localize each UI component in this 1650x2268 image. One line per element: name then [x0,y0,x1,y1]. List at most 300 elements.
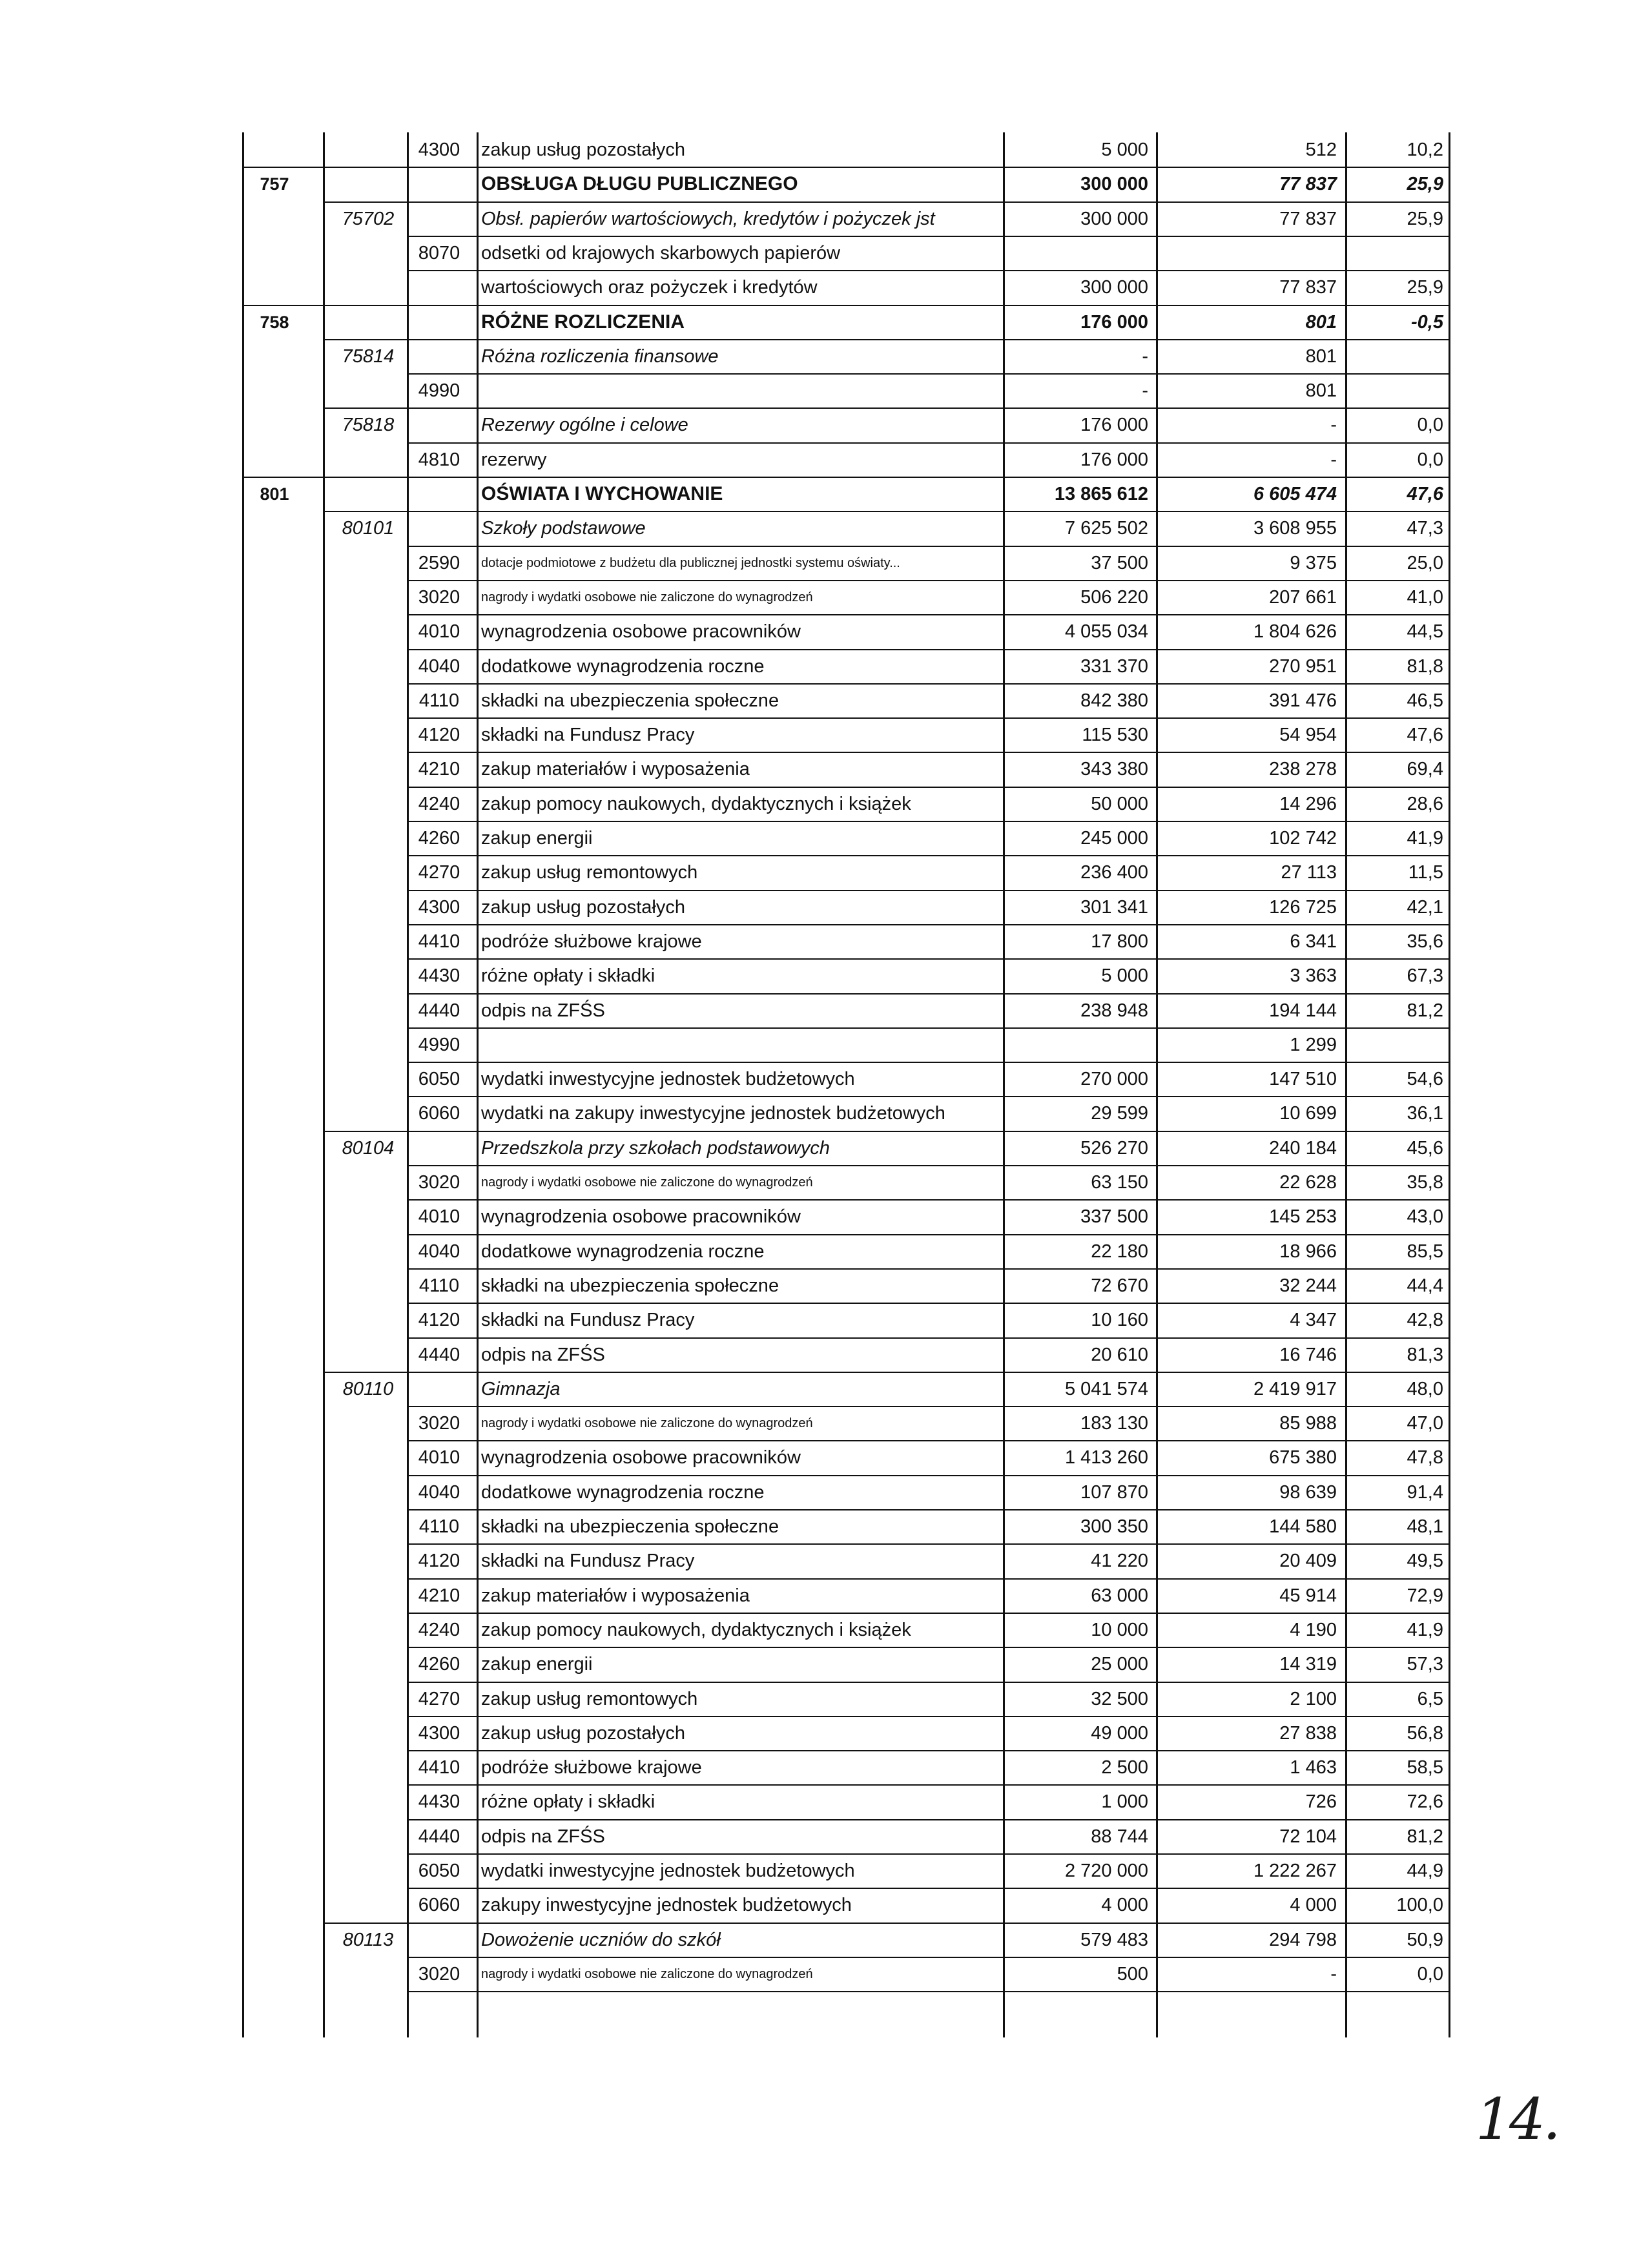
row-divider [407,1199,1449,1201]
cell-percent: 35,6 [1407,931,1443,952]
row-divider [323,1923,1449,1924]
cell-paragraf: 4260 [418,828,460,849]
cell-name: dotacje podmiotowe z budżetu dla publicznej jednostki systemu oświaty... [481,556,900,570]
cell-wykonanie: 238 278 [1269,759,1337,779]
cell-name: podróże służbowe krajowe [481,931,702,952]
cell-rozdzial: 75814 [342,346,395,367]
cell-name: dodatkowe wynagrodzenia roczne [481,1241,765,1262]
cell-percent: 50,9 [1407,1930,1443,1950]
cell-plan: 10 160 [1091,1310,1148,1330]
cell-paragraf: 4300 [418,139,460,160]
cell-plan: 526 270 [1080,1138,1148,1159]
cell-wykonanie: 77 837 [1279,174,1337,194]
row-divider [323,1372,1449,1373]
cell-wykonanie: 726 [1305,1791,1337,1812]
cell-percent: 81,3 [1407,1345,1443,1365]
cell-percent: 41,9 [1407,1620,1443,1640]
column-divider-name [1003,132,1005,2037]
cell-plan: 5 000 [1101,965,1148,986]
cell-name: Różna rozliczenia finansowe [481,346,719,367]
cell-paragraf: 3020 [418,1413,460,1434]
cell-percent: 47,6 [1407,725,1443,745]
cell-name: odsetki od krajowych skarbowych papierów [481,243,841,263]
row-divider [323,407,1449,409]
cell-name: zakup pomocy naukowych, dydaktycznych i książek [481,794,911,814]
cell-paragraf: 6050 [418,1861,460,1881]
cell-plan: 20 610 [1091,1345,1148,1365]
column-divider-wyk [1345,132,1347,2037]
cell-wykonanie: 1 804 626 [1253,621,1337,642]
row-divider [407,821,1449,822]
cell-plan: 300 350 [1080,1516,1148,1537]
cell-wykonanie: 32 244 [1279,1275,1337,1296]
row-divider [407,1268,1449,1270]
cell-plan: 13 865 612 [1054,484,1148,504]
cell-wykonanie: 270 951 [1269,656,1337,677]
cell-plan: 300 000 [1080,277,1148,298]
cell-paragraf: 4440 [418,1345,460,1365]
row-divider [407,1716,1449,1717]
cell-plan: 63 150 [1091,1172,1148,1193]
cell-wykonanie: 240 184 [1269,1138,1337,1159]
cell-paragraf: 4440 [418,1826,460,1847]
cell-paragraf: 4260 [418,1654,460,1675]
row-divider [407,993,1449,995]
row-divider [323,339,1449,340]
cell-percent: 54,6 [1407,1069,1443,1089]
row-divider [407,1406,1449,1407]
cell-wykonanie: 14 296 [1279,794,1337,814]
cell-plan: 115 530 [1082,725,1148,745]
cell-wykonanie: 27 113 [1281,862,1337,883]
row-divider [407,270,1449,271]
row-divider [407,580,1449,581]
row-divider [407,1303,1449,1304]
cell-percent: 58,5 [1407,1757,1443,1778]
row-divider [407,1337,1449,1339]
cell-percent: 41,0 [1407,587,1443,608]
cell-name: składki na Fundusz Pracy [481,1551,695,1571]
cell-wykonanie: 10 699 [1279,1103,1337,1124]
cell-wykonanie: 9 375 [1290,553,1337,573]
row-divider [407,1543,1449,1545]
cell-paragraf: 8070 [418,243,460,263]
row-divider [407,373,1449,375]
cell-rozdzial: 80110 [342,1379,394,1399]
cell-percent: 49,5 [1407,1551,1443,1571]
cell-percent: 85,5 [1407,1241,1443,1262]
cell-plan: 17 800 [1091,931,1148,952]
cell-percent: 44,4 [1407,1275,1443,1296]
cell-wykonanie: 145 253 [1269,1206,1337,1227]
row-divider [242,167,1449,168]
cell-name: zakup usług pozostałych [481,897,685,918]
row-divider [323,201,1449,203]
cell-wykonanie: 18 966 [1279,1241,1337,1262]
cell-paragraf: 4810 [418,449,460,470]
cell-wykonanie: 2 419 917 [1253,1379,1337,1399]
cell-paragraf: 4270 [418,862,460,883]
cell-percent: 28,6 [1407,794,1443,814]
cell-wykonanie: 147 510 [1269,1069,1337,1089]
cell-plan: - [1142,346,1148,367]
cell-wykonanie: - [1330,415,1337,435]
cell-wykonanie: 144 580 [1269,1516,1337,1537]
cell-wykonanie: 45 914 [1279,1585,1337,1606]
cell-plan: 10 000 [1091,1620,1148,1640]
cell-paragraf: 4430 [418,1791,460,1812]
cell-paragraf: 4010 [418,1206,460,1227]
cell-plan: 337 500 [1080,1206,1148,1227]
cell-wykonanie: 14 319 [1279,1654,1337,1675]
cell-percent: 0,0 [1417,415,1443,435]
cell-name: zakup usług remontowych [481,862,698,883]
cell-name: nagrody i wydatki osobowe nie zaliczone do wynagrodzeń [481,1175,813,1190]
cell-plan: 49 000 [1091,1723,1148,1744]
column-divider-plan [1156,132,1158,2037]
cell-wykonanie: 77 837 [1279,277,1337,298]
cell-paragraf: 4440 [418,1000,460,1021]
cell-name: zakup pomocy naukowych, dydaktycznych i książek [481,1620,911,1640]
column-divider-par [477,132,479,2037]
cell-percent: 48,1 [1407,1516,1443,1537]
row-divider [323,511,1449,512]
cell-wykonanie: 6 605 474 [1253,484,1337,504]
cell-percent: 57,3 [1407,1654,1443,1675]
cell-name: zakup materiałów i wyposażenia [481,759,750,779]
row-divider [407,1062,1449,1063]
cell-name: różne opłaty i składki [481,965,655,986]
cell-plan: 238 948 [1080,1000,1148,1021]
cell-name: składki na Fundusz Pracy [481,725,695,745]
cell-wykonanie: 3 363 [1290,965,1337,986]
cell-percent: 6,5 [1417,1689,1443,1709]
cell-name: wartościowych oraz pożyczek i kredytów [481,277,818,298]
cell-paragraf: 4040 [418,1241,460,1262]
cell-paragraf: 4110 [418,1275,460,1296]
row-divider [407,1888,1449,1889]
cell-plan: 4 000 [1101,1895,1148,1915]
row-divider [407,1784,1449,1786]
cell-percent: 44,9 [1407,1861,1443,1881]
cell-percent: 72,9 [1407,1585,1443,1606]
cell-plan: 300 000 [1080,209,1148,229]
row-divider [407,752,1449,753]
cell-plan: 41 220 [1091,1551,1148,1571]
cell-name: odpis na ZFŚS [481,1826,605,1847]
cell-wykonanie: - [1330,449,1337,470]
cell-percent: 81,2 [1407,1826,1443,1847]
cell-paragraf: 6060 [418,1103,460,1124]
cell-wykonanie: 54 954 [1279,725,1337,745]
cell-wykonanie: 2 100 [1290,1689,1337,1709]
cell-name: Gimnazja [481,1379,561,1399]
cell-name: rezerwy [481,449,547,470]
cell-name: składki na ubezpieczenia społeczne [481,690,779,711]
row-divider [407,855,1449,856]
cell-paragraf: 6060 [418,1895,460,1915]
cell-plan: 300 000 [1080,174,1148,194]
cell-percent: 91,4 [1407,1482,1443,1503]
cell-paragraf: 3020 [418,1964,460,1984]
cell-percent: 36,1 [1407,1103,1443,1124]
row-divider [407,890,1449,891]
cell-percent: 100,0 [1396,1895,1443,1915]
row-divider [242,477,1449,478]
cell-paragraf: 4240 [418,794,460,814]
cell-name: Szkoły podstawowe [481,518,646,539]
cell-name: podróże służbowe krajowe [481,1757,702,1778]
cell-paragraf: 6050 [418,1069,460,1089]
row-divider [407,1027,1449,1029]
cell-name: wynagrodzenia osobowe pracowników [481,1206,801,1227]
page-number: 14. [1476,2086,1558,2152]
cell-rozdzial: 80113 [342,1930,394,1950]
cell-paragraf: 4040 [418,1482,460,1503]
row-divider [407,958,1449,960]
cell-percent: 81,8 [1407,656,1443,677]
cell-percent: 81,2 [1407,1000,1443,1021]
cell-paragraf: 4240 [418,1620,460,1640]
row-divider [407,649,1449,650]
cell-percent: 56,8 [1407,1723,1443,1744]
table-border-left [242,132,244,2037]
cell-percent: 47,0 [1407,1413,1443,1434]
cell-name: dodatkowe wynagrodzenia roczne [481,1482,765,1503]
cell-wykonanie: 72 104 [1279,1826,1337,1847]
cell-name: nagrody i wydatki osobowe nie zaliczone do wynagrodzeń [481,1967,813,1981]
cell-wykonanie: 27 838 [1279,1723,1337,1744]
cell-plan: 25 000 [1091,1654,1148,1675]
cell-paragraf: 4040 [418,656,460,677]
cell-plan: 270 000 [1080,1069,1148,1089]
cell-name: zakup energii [481,828,593,849]
cell-wykonanie: 126 725 [1269,897,1337,918]
cell-name: Rezerwy ogólne i celowe [481,415,688,435]
cell-name: zakup materiałów i wyposażenia [481,1585,750,1606]
cell-wykonanie: 801 [1305,346,1337,367]
row-divider [407,1096,1449,1097]
cell-percent: -0,5 [1411,312,1443,333]
cell-dzial: 757 [260,174,289,194]
cell-name: nagrody i wydatki osobowe nie zaliczone do wynagrodzeń [481,590,813,604]
row-divider [407,1853,1449,1855]
cell-plan: 1 000 [1101,1791,1148,1812]
cell-name: wydatki inwestycyjne jednostek budżetowych [481,1069,855,1089]
row-divider [242,305,1449,306]
cell-percent: 44,5 [1407,621,1443,642]
cell-name: składki na ubezpieczenia społeczne [481,1275,779,1296]
cell-wykonanie: 194 144 [1269,1000,1337,1021]
cell-percent: 42,1 [1407,897,1443,918]
cell-plan: 32 500 [1091,1689,1148,1709]
cell-percent: 48,0 [1407,1379,1443,1399]
cell-paragraf: 4210 [418,1585,460,1606]
cell-name: wynagrodzenia osobowe pracowników [481,1447,801,1468]
cell-wykonanie: 4 190 [1290,1620,1337,1640]
cell-plan: 343 380 [1080,759,1148,779]
cell-paragraf: 4300 [418,897,460,918]
cell-wykonanie: 1 222 267 [1253,1861,1337,1881]
cell-wykonanie: 1 463 [1290,1757,1337,1778]
cell-percent: 47,8 [1407,1447,1443,1468]
cell-percent: 10,2 [1407,139,1443,160]
cell-paragraf: 4270 [418,1689,460,1709]
row-divider [407,1578,1449,1580]
cell-percent: 45,6 [1407,1138,1443,1159]
cell-paragraf: 4990 [418,380,460,401]
cell-percent: 47,6 [1407,484,1443,504]
row-divider [407,1957,1449,1958]
cell-percent: 25,9 [1407,209,1443,229]
cell-percent: 41,9 [1407,828,1443,849]
cell-name: nagrody i wydatki osobowe nie zaliczone do wynagrodzeń [481,1416,813,1430]
cell-paragraf: 4110 [418,690,460,711]
cell-plan: 176 000 [1080,415,1148,435]
cell-plan: 37 500 [1091,553,1148,573]
cell-name: zakupy inwestycyjne jednostek budżetowych [481,1895,852,1915]
cell-paragraf: 3020 [418,1172,460,1193]
cell-plan: 245 000 [1080,828,1148,849]
cell-plan: 22 180 [1091,1241,1148,1262]
cell-name: RÓŻNE ROZLICZENIA [481,311,685,333]
cell-plan: 7 625 502 [1064,518,1148,539]
cell-rozdzial: 80101 [342,518,395,539]
cell-wykonanie: 512 [1305,139,1337,160]
cell-plan: - [1142,380,1148,401]
cell-wykonanie: 294 798 [1269,1930,1337,1950]
cell-wykonanie: 1 299 [1290,1035,1337,1055]
cell-name: OŚWIATA I WYCHOWANIE [481,483,723,504]
cell-paragraf: 4010 [418,621,460,642]
table-border-bottom [407,1991,1449,1992]
cell-name: zakup usług pozostałych [481,139,685,160]
cell-plan: 176 000 [1080,312,1148,333]
cell-percent: 47,3 [1407,518,1443,539]
cell-paragraf: 4120 [418,725,460,745]
cell-plan: 4 055 034 [1064,621,1148,642]
row-divider [407,1234,1449,1235]
cell-percent: 67,3 [1407,965,1443,986]
cell-name: dodatkowe wynagrodzenia roczne [481,656,765,677]
row-divider [407,1750,1449,1751]
cell-percent: 43,0 [1407,1206,1443,1227]
cell-plan: 50 000 [1091,794,1148,814]
cell-plan: 183 130 [1080,1413,1148,1434]
cell-name: zakup energii [481,1654,593,1675]
cell-wykonanie: 6 341 [1290,931,1337,952]
cell-percent: 72,6 [1407,1791,1443,1812]
cell-wykonanie: 102 742 [1269,828,1337,849]
cell-name: Przedszkola przy szkołach podstawowych [481,1138,830,1159]
cell-name: różne opłaty i składki [481,1791,655,1812]
row-divider [407,442,1449,444]
cell-percent: 25,9 [1407,174,1443,194]
cell-paragraf: 4410 [418,1757,460,1778]
row-divider [407,236,1449,237]
row-divider [407,1475,1449,1476]
cell-name: składki na ubezpieczenia społeczne [481,1516,779,1537]
cell-wykonanie: 801 [1305,312,1337,333]
cell-plan: 72 670 [1091,1275,1148,1296]
cell-wykonanie: 22 628 [1279,1172,1337,1193]
cell-paragraf: 4010 [418,1447,460,1468]
cell-wykonanie: 675 380 [1269,1447,1337,1468]
cell-rozdzial: 80104 [342,1138,395,1159]
row-divider [407,1682,1449,1683]
cell-name: odpis na ZFŚS [481,1345,605,1365]
cell-wykonanie: 77 837 [1279,209,1337,229]
cell-paragraf: 4990 [418,1035,460,1055]
cell-percent: 0,0 [1417,1964,1443,1984]
cell-wykonanie: 3 608 955 [1253,518,1337,539]
cell-paragraf: 4410 [418,931,460,952]
cell-rozdzial: 75702 [342,209,395,229]
cell-paragraf: 4300 [418,1723,460,1744]
cell-plan: 579 483 [1080,1930,1148,1950]
row-divider [407,614,1449,615]
cell-paragraf: 4120 [418,1310,460,1330]
cell-plan: 29 599 [1091,1103,1148,1124]
cell-paragraf: 4210 [418,759,460,779]
cell-name: zakup usług pozostałych [481,1723,685,1744]
cell-wykonanie: 98 639 [1279,1482,1337,1503]
cell-percent: 46,5 [1407,690,1443,711]
cell-paragraf: 4110 [418,1516,460,1537]
cell-wykonanie: 85 988 [1279,1413,1337,1434]
cell-plan: 107 870 [1080,1482,1148,1503]
cell-plan: 88 744 [1091,1826,1148,1847]
cell-plan: 506 220 [1080,587,1148,608]
cell-plan: 500 [1117,1964,1148,1984]
cell-plan: 5 041 574 [1064,1379,1148,1399]
cell-plan: 331 370 [1080,656,1148,677]
cell-percent: 35,8 [1407,1172,1443,1193]
cell-plan: 236 400 [1080,862,1148,883]
cell-plan: 1 413 260 [1064,1447,1148,1468]
cell-plan: 176 000 [1080,449,1148,470]
cell-name: odpis na ZFŚS [481,1000,605,1021]
cell-wykonanie: 16 746 [1279,1345,1337,1365]
row-divider [407,1509,1449,1510]
cell-paragraf: 2590 [418,553,460,573]
cell-plan: 2 720 000 [1064,1861,1148,1881]
cell-paragraf: 3020 [418,587,460,608]
cell-plan: 842 380 [1080,690,1148,711]
cell-percent: 69,4 [1407,759,1443,779]
cell-name: zakup usług remontowych [481,1689,698,1709]
cell-percent: 0,0 [1417,449,1443,470]
cell-name: wynagrodzenia osobowe pracowników [481,621,801,642]
row-divider [407,717,1449,719]
cell-paragraf: 4120 [418,1551,460,1571]
cell-name: wydatki na zakupy inwestycyjne jednostek budżetowych [481,1103,945,1124]
table-border-right [1449,132,1450,2037]
cell-wykonanie: 20 409 [1279,1551,1337,1571]
cell-percent: 11,5 [1408,862,1443,883]
cell-name: wydatki inwestycyjne jednostek budżetowych [481,1861,855,1881]
cell-wykonanie: - [1330,1964,1337,1984]
row-divider [407,1440,1449,1441]
cell-percent: 25,0 [1407,553,1443,573]
row-divider [407,1165,1449,1166]
cell-name: OBSŁUGA DŁUGU PUBLICZNEGO [481,173,798,194]
cell-rozdzial: 75818 [342,415,395,435]
cell-name: Obsł. papierów wartościowych, kredytów i pożyczek jst [481,209,935,229]
cell-name: Dowożenie uczniów do szkół [481,1930,721,1950]
row-divider [323,1131,1449,1132]
row-divider [407,683,1449,685]
